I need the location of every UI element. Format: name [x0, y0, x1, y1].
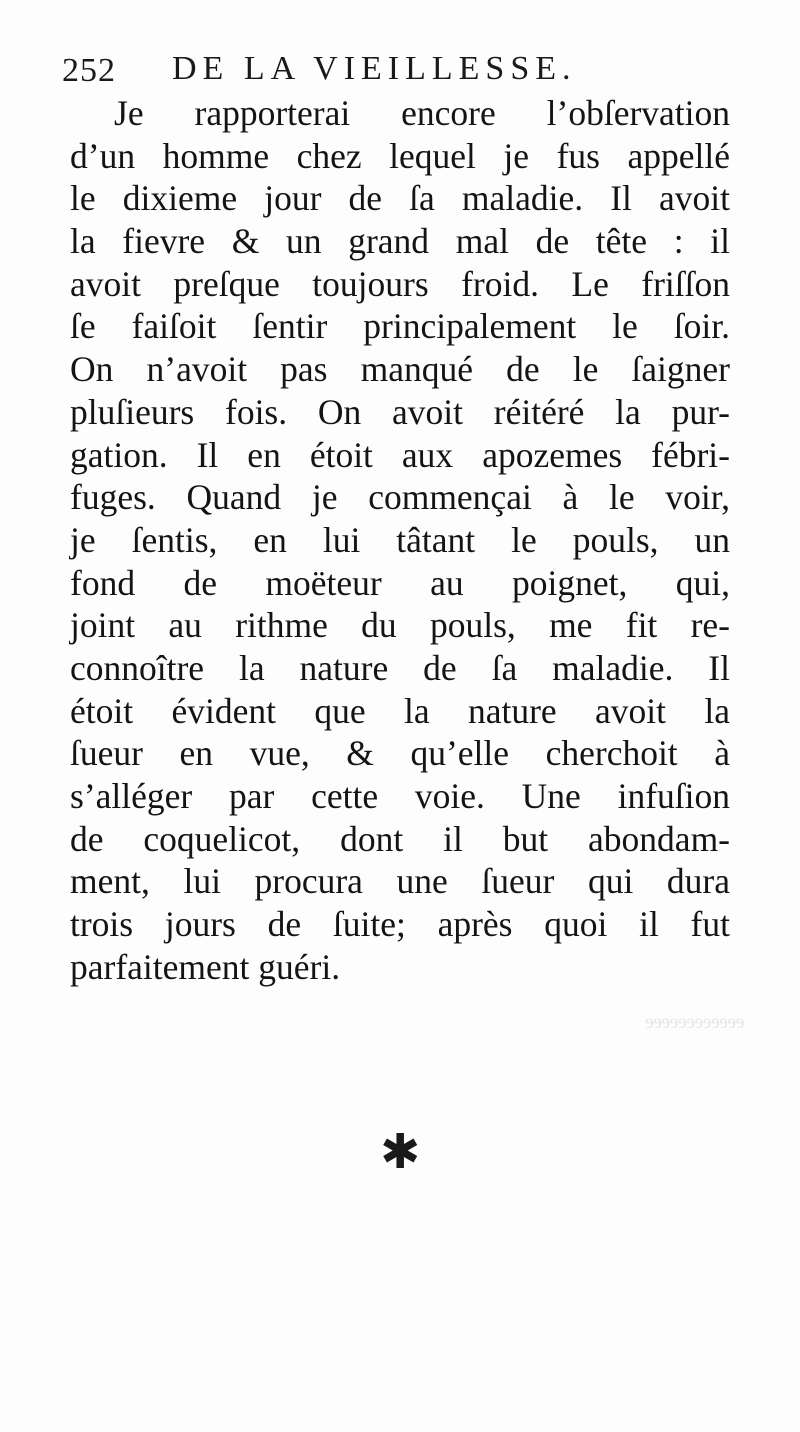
text-line: la fievre & un grand mal de tête : il — [70, 221, 730, 262]
text-line: connoître la nature de ſa maladie. Il — [70, 647, 730, 688]
text-line: le dixieme jour de ſa maladie. Il avoit — [70, 178, 730, 219]
page-number: 252 — [62, 52, 116, 89]
text-line: je ſentis, en lui tâtant le pouls, un — [70, 519, 730, 560]
text-line: pluſieurs fois. On avoit réitéré la pur- — [70, 391, 730, 432]
show-through-bleed: ͤ ͤ ͤ ͤ ͤ ͤ ͤ ͤ ͤ ͤ ͤ ͤ — [649, 1009, 740, 1045]
text-line: fuges. Quand je commençai à le voir, — [70, 477, 730, 518]
text-line: joint au rithme du pouls, me fit re- — [70, 605, 730, 646]
text-line: Je rapporterai encore l’obſervation — [114, 93, 730, 133]
running-head: DE LA VIEILLESSE. — [172, 50, 577, 87]
text-line: s’alléger par cette voie. Une infuſion — [70, 776, 730, 816]
text-line: ſe faiſoit ſentir principalement le ſoir. — [70, 306, 730, 347]
text-line: parfaitement guéri. — [70, 946, 341, 987]
asterisk-fleuron-icon: ✱ — [380, 1124, 421, 1180]
text-line: étoit évident que la nature avoit la — [70, 690, 730, 731]
page-header — [62, 50, 742, 94]
text-line: gation. Il en étoit aux apozemes fébri- — [70, 434, 730, 475]
text-line: d’un homme chez lequel je fus appellé — [70, 135, 730, 176]
text-line: ſueur en vue, & qu’elle cherchoit à — [70, 733, 730, 774]
text-line: trois jours de ſuite; après quoi il fut — [70, 904, 730, 945]
text-line: On n’avoit pas manqué de le ſaigner — [70, 349, 730, 390]
text-line: ment, lui procura une ſueur qui dura — [70, 861, 730, 902]
body-text — [70, 92, 730, 988]
text-line: de coquelicot, dont il but abondam- — [70, 818, 730, 859]
text-line: avoit preſque toujours froid. Le friſſon — [70, 263, 730, 304]
text-line: fond de moëteur au poignet, qui, — [70, 562, 730, 603]
